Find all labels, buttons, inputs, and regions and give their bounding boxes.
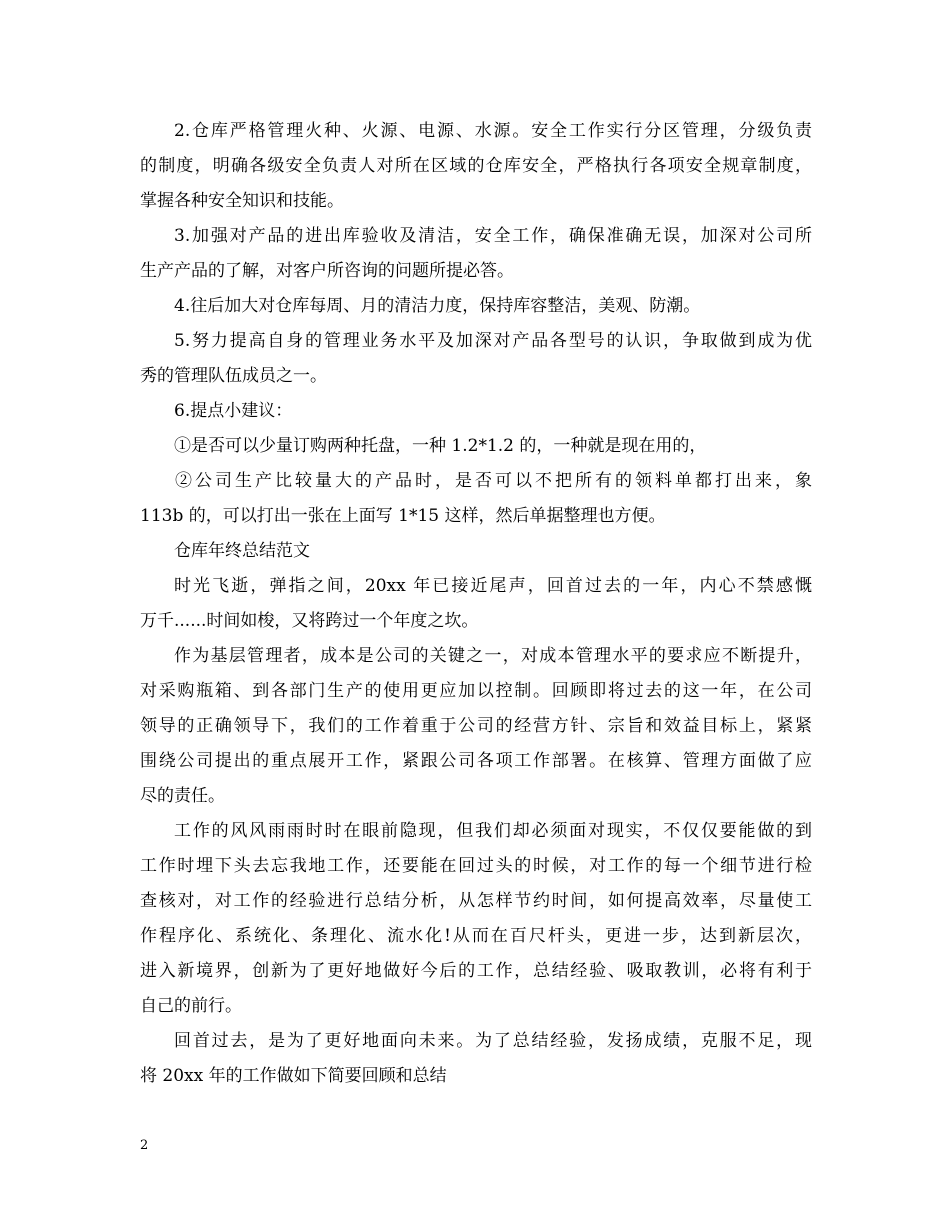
paragraph-line: 查核对，对工作的经验进行总结分析，从怎样节约时间，如何提高效率，尽量使工 xyxy=(140,891,812,911)
paragraph-line: 对采购瓶箱、到各部门生产的使用更应加以控制。回顾即将过去的这一年，在公司 xyxy=(140,681,812,701)
paragraph-line: 围绕公司提出的重点展开工作，紧跟公司各项工作部署。在核算、管理方面做了应 xyxy=(140,751,812,771)
paragraph-line: 6.提点小建议： xyxy=(174,401,293,421)
section-heading: 仓库年终总结范文 xyxy=(174,541,310,561)
paragraph-line: 的制度，明确各级安全负责人对所在区域的仓库安全，严格执行各项安全规章制度， xyxy=(140,156,812,176)
page-number: 2 xyxy=(140,1138,149,1153)
paragraph-line: ②公司生产比较量大的产品时，是否可以不把所有的领料单都打出来，象 xyxy=(175,471,812,491)
paragraph-line: 回首过去，是为了更好地面向未来。为了总结经验，发扬成绩，克服不足，现 xyxy=(174,1031,812,1051)
paragraph-line: 秀的管理队伍成员之一。 xyxy=(140,366,327,386)
paragraph-line: 万千......时间如梭，又将跨过一个年度之坎。 xyxy=(140,611,479,631)
paragraph-line: 2.仓库严格管理火种、火源、电源、水源。安全工作实行分区管理，分级负责 xyxy=(174,121,812,141)
paragraph-line: 领导的正确领导下，我们的工作着重于公司的经营方针、宗旨和效益目标上，紧紧 xyxy=(140,716,812,736)
paragraph-line: 进入新境界，创新为了更好地做好今后的工作，总结经验、吸取教训，必将有利于 xyxy=(140,961,812,981)
paragraph-line: 掌握各种安全知识和技能。 xyxy=(140,191,344,211)
paragraph-line: 工作的风风雨雨时时在眼前隐现，但我们却必须面对现实，不仅仅要能做的到 xyxy=(174,821,812,841)
paragraph-line: ①是否可以少量订购两种托盘，一种 1.2*1.2 的，一种就是现在用的， xyxy=(174,436,707,456)
paragraph-line: 3.加强对产品的进出库验收及清洁，安全工作，确保准确无误，加深对公司所 xyxy=(174,226,812,246)
paragraph-line: 将 20xx 年的工作做如下简要回顾和总结 xyxy=(140,1066,447,1086)
paragraph-line: 113b 的，可以打出一张在上面写 1*15 这样，然后单据整理也方便。 xyxy=(140,506,666,526)
paragraph-line: 尽的责任。 xyxy=(140,786,225,806)
paragraph-line: 生产产品的了解，对客户所咨询的问题所提必答。 xyxy=(140,261,514,281)
paragraph-line: 作程序化、系统化、条理化、流水化!从而在百尺杆头，更进一步，达到新层次， xyxy=(140,926,812,946)
paragraph-line: 时光飞逝，弹指之间，20xx 年已接近尾声，回首过去的一年，内心不禁感慨 xyxy=(174,576,812,596)
paragraph-line: 4.往后加大对仓库每周、月的清洁力度，保持库容整洁，美观、防潮。 xyxy=(174,296,701,316)
paragraph-line: 作为基层管理者，成本是公司的关键之一，对成本管理水平的要求应不断提升， xyxy=(174,646,812,666)
paragraph-line: 5.努力提高自身的管理业务水平及加深对产品各型号的认识，争取做到成为优 xyxy=(174,331,812,351)
document-body xyxy=(140,117,812,1097)
paragraph-line: 自己的前行。 xyxy=(140,996,242,1016)
paragraph-line: 工作时埋下头去忘我地工作，还要能在回过头的时候，对工作的每一个细节进行检 xyxy=(140,856,812,876)
